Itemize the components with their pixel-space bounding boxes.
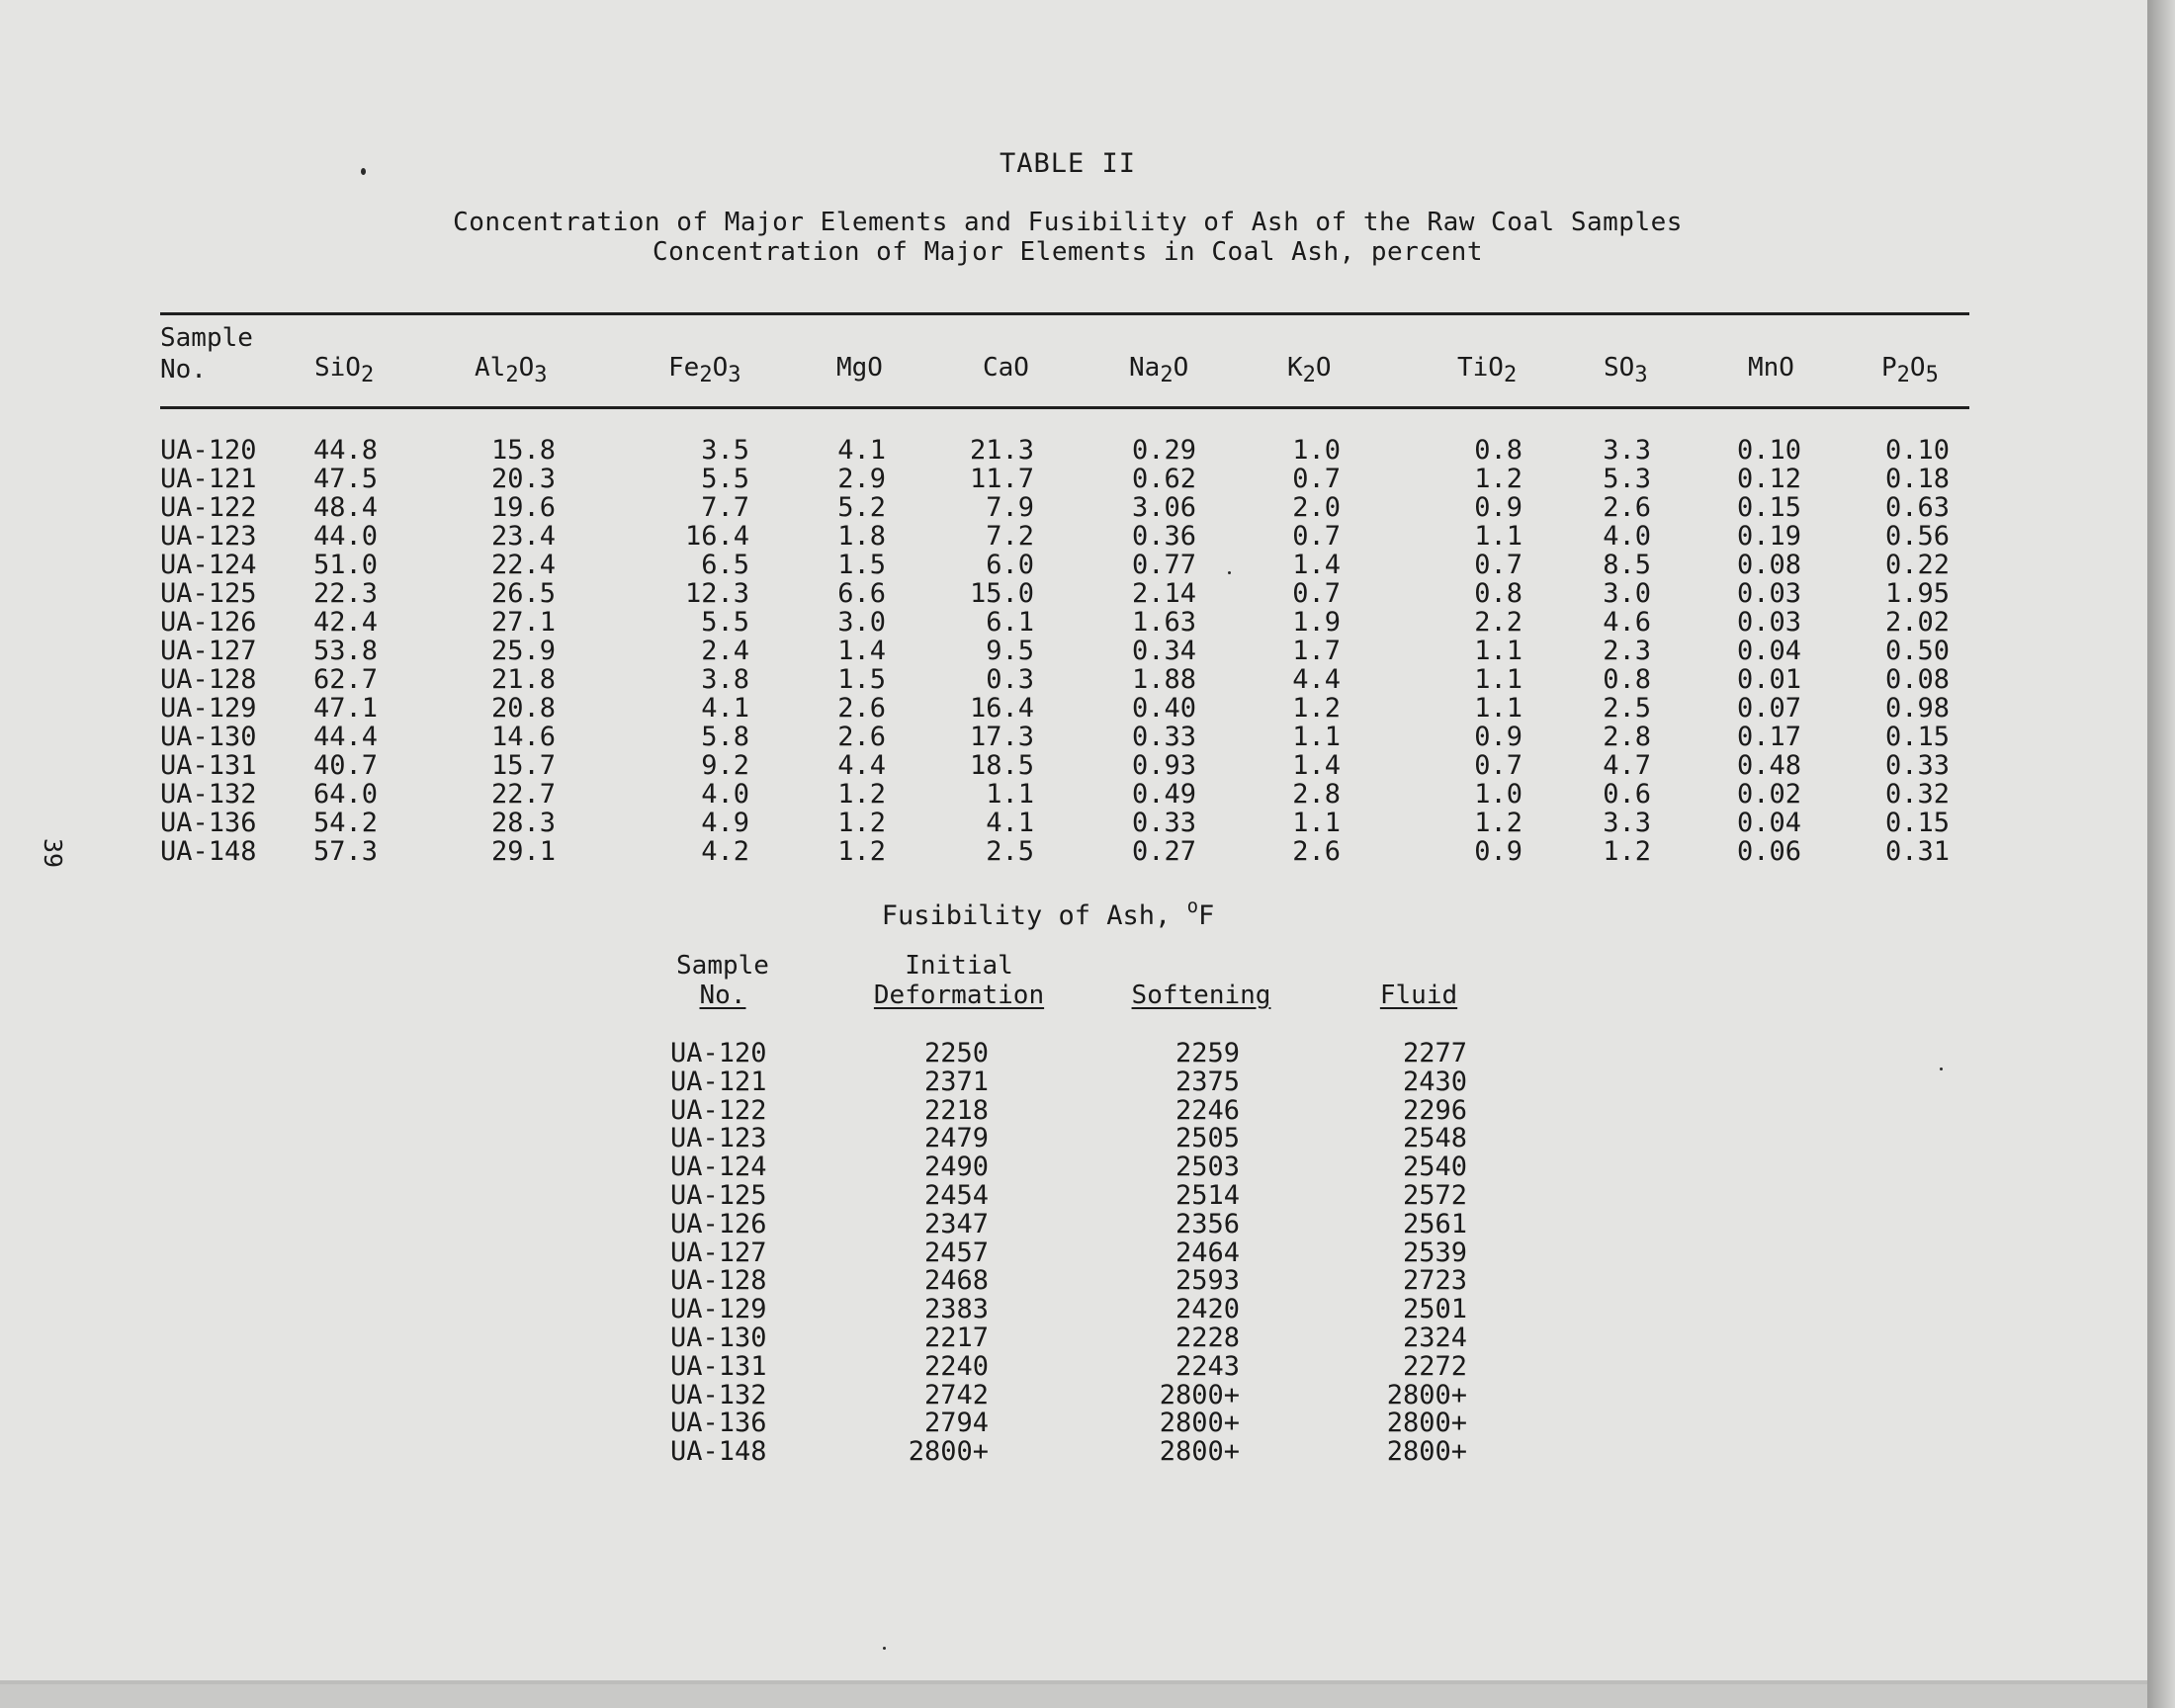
cell-al2o3: 19.6 <box>490 492 556 523</box>
cell-so3: 2.6 <box>1603 492 1651 523</box>
cell-p2o5: 0.33 <box>1884 750 1950 781</box>
cell-mgo: 2.6 <box>837 722 886 752</box>
cell-cao: 16.4 <box>969 693 1034 724</box>
sample-id: UA-131 <box>160 750 257 781</box>
cell-sio2: 62.7 <box>312 664 378 695</box>
fus-cell-softening: 2505 <box>1174 1123 1240 1154</box>
cell-na2o: 1.63 <box>1131 607 1196 638</box>
fus-cell-sample: UA-136 <box>670 1408 767 1439</box>
fus-header-sample: Sample No. <box>676 951 769 1010</box>
sample-id: UA-125 <box>160 578 257 609</box>
fus-cell-sample: UA-129 <box>670 1294 767 1325</box>
cell-mno: 0.12 <box>1736 464 1801 494</box>
cell-p2o5: 0.56 <box>1884 521 1950 552</box>
fus-header-initial-deformation: Initial Deformation <box>873 951 1045 1010</box>
fus-cell-fluid: 2277 <box>1402 1038 1467 1068</box>
table-title: TABLE II <box>999 148 1137 179</box>
cell-na2o: 0.33 <box>1131 808 1196 838</box>
section-title-fusibility: Fusibility of Ash, $^o$F <box>881 896 1215 931</box>
fus-cell-fluid: 2324 <box>1402 1323 1467 1353</box>
cell-tio2: 0.9 <box>1474 722 1522 752</box>
fus-cell-initial: 2240 <box>923 1350 989 1382</box>
cell-k2o: 0.7 <box>1292 464 1341 494</box>
cell-mno: 0.01 <box>1736 664 1801 695</box>
fus-header-fluid: Fluid <box>1379 981 1458 1010</box>
fus-cell-initial: 2800+ <box>908 1436 989 1468</box>
sample-id: UA-121 <box>160 464 257 494</box>
header-mgo: MgO <box>836 353 883 383</box>
cell-tio2: 0.8 <box>1474 578 1522 609</box>
cell-al2o3: 22.4 <box>490 550 556 580</box>
fus-cell-fluid: 2272 <box>1402 1350 1467 1382</box>
cell-sio2: 47.1 <box>312 693 378 724</box>
cell-cao: 1.1 <box>986 779 1034 810</box>
cell-tio2: 1.0 <box>1474 779 1522 810</box>
cell-tio2: 0.8 <box>1474 435 1522 466</box>
fus-cell-softening: 2375 <box>1174 1066 1240 1097</box>
cell-cao: 0.3 <box>986 664 1034 695</box>
fus-cell-fluid: 2501 <box>1402 1294 1467 1325</box>
cell-na2o: 0.34 <box>1131 636 1196 666</box>
fus-cell-sample: UA-121 <box>670 1066 767 1097</box>
cell-fe2o3: 5.8 <box>701 722 749 752</box>
cell-sio2: 47.5 <box>312 464 378 494</box>
cell-k2o: 1.1 <box>1292 808 1341 838</box>
fus-cell-sample: UA-120 <box>670 1038 767 1068</box>
cell-k2o: 1.7 <box>1292 636 1341 666</box>
sample-id: UA-128 <box>160 664 257 695</box>
scan-speck <box>361 168 366 175</box>
cell-sio2: 22.3 <box>312 578 378 609</box>
fus-cell-fluid: 2723 <box>1402 1265 1467 1297</box>
cell-tio2: 1.1 <box>1474 693 1522 724</box>
fus-cell-initial: 2794 <box>923 1408 989 1439</box>
cell-fe2o3: 4.2 <box>701 836 749 867</box>
cell-mno: 0.03 <box>1736 607 1801 638</box>
cell-mgo: 2.9 <box>837 464 886 494</box>
fus-cell-softening: 2464 <box>1174 1237 1240 1268</box>
cell-mgo: 1.2 <box>837 779 886 810</box>
cell-na2o: 0.33 <box>1131 722 1196 752</box>
cell-na2o: 0.27 <box>1131 836 1196 867</box>
sample-id: UA-126 <box>160 607 257 638</box>
cell-mgo: 5.2 <box>837 492 886 523</box>
fus-cell-initial: 2217 <box>923 1323 989 1353</box>
cell-p2o5: 0.22 <box>1884 550 1950 580</box>
cell-tio2: 1.1 <box>1474 664 1522 695</box>
fus-cell-softening: 2259 <box>1174 1038 1240 1068</box>
cell-tio2: 1.2 <box>1474 808 1522 838</box>
cell-cao: 7.2 <box>986 521 1034 552</box>
cell-cao: 17.3 <box>969 722 1034 752</box>
cell-p2o5: 0.18 <box>1884 464 1950 494</box>
cell-so3: 8.5 <box>1603 550 1651 580</box>
fus-cell-softening: 2800+ <box>1159 1379 1240 1410</box>
cell-fe2o3: 4.0 <box>701 779 749 810</box>
cell-p2o5: 0.15 <box>1884 808 1950 838</box>
header-k2o: $K_2O$ <box>1287 353 1332 387</box>
fus-cell-fluid: 2430 <box>1402 1066 1467 1097</box>
header-tio2: TiO$_2$ <box>1457 353 1518 387</box>
cell-k2o: 2.6 <box>1292 836 1341 867</box>
fus-cell-initial: 2490 <box>923 1152 989 1183</box>
cell-mgo: 1.5 <box>837 550 886 580</box>
fus-cell-sample: UA-127 <box>670 1237 767 1268</box>
cell-al2o3: 26.5 <box>490 578 556 609</box>
sample-id: UA-123 <box>160 521 257 552</box>
cell-so3: 2.3 <box>1603 636 1651 666</box>
cell-k2o: 1.9 <box>1292 607 1341 638</box>
cell-mgo: 1.4 <box>837 636 886 666</box>
cell-so3: 4.7 <box>1603 750 1651 781</box>
cell-k2o: 0.7 <box>1292 578 1341 609</box>
cell-sio2: 54.2 <box>312 808 378 838</box>
cell-mno: 0.06 <box>1736 836 1801 867</box>
fus-cell-sample: UA-126 <box>670 1208 767 1239</box>
cell-al2o3: 15.7 <box>490 750 556 781</box>
cell-so3: 5.3 <box>1603 464 1651 494</box>
cell-al2o3: 22.7 <box>490 779 556 810</box>
fus-cell-sample: UA-125 <box>670 1180 767 1211</box>
cell-cao: 9.5 <box>986 636 1034 666</box>
cell-cao: 6.0 <box>986 550 1034 580</box>
sample-id: UA-148 <box>160 836 257 867</box>
fus-cell-fluid: 2800+ <box>1386 1436 1467 1468</box>
cell-so3: 2.8 <box>1603 722 1651 752</box>
fus-cell-softening: 2503 <box>1174 1152 1240 1183</box>
section-title-elements: Concentration of Major Elements in Coal Ash, percent <box>652 237 1483 267</box>
cell-cao: 15.0 <box>969 578 1034 609</box>
sample-id: UA-136 <box>160 808 257 838</box>
cell-tio2: 2.2 <box>1474 607 1522 638</box>
cell-mgo: 2.6 <box>837 693 886 724</box>
fus-cell-initial: 2742 <box>923 1379 989 1410</box>
cell-al2o3: 14.6 <box>490 722 556 752</box>
header-sio2: SiO$_2$ <box>314 353 375 387</box>
fus-cell-initial: 2383 <box>923 1294 989 1325</box>
cell-sio2: 51.0 <box>312 550 378 580</box>
fus-cell-fluid: 2296 <box>1402 1094 1467 1126</box>
sample-id: UA-132 <box>160 779 257 810</box>
cell-mgo: 1.2 <box>837 836 886 867</box>
cell-al2o3: 15.8 <box>490 435 556 466</box>
fus-cell-fluid: 2540 <box>1402 1152 1467 1183</box>
cell-mno: 0.10 <box>1736 435 1801 466</box>
cell-mno: 0.02 <box>1736 779 1801 810</box>
cell-mgo: 3.0 <box>837 607 886 638</box>
fus-cell-softening: 2356 <box>1174 1208 1240 1239</box>
cell-p2o5: 0.98 <box>1884 693 1950 724</box>
header-p2o5: $P_2O_5$ <box>1881 353 1939 387</box>
cell-fe2o3: 2.4 <box>701 636 749 666</box>
cell-so3: 3.3 <box>1603 435 1651 466</box>
cell-sio2: 44.8 <box>312 435 378 466</box>
page-number: 39 <box>39 838 67 869</box>
cell-mno: 0.48 <box>1736 750 1801 781</box>
cell-p2o5: 0.50 <box>1884 636 1950 666</box>
cell-p2o5: 0.31 <box>1884 836 1950 867</box>
cell-na2o: 2.14 <box>1131 578 1196 609</box>
fus-cell-initial: 2457 <box>923 1237 989 1268</box>
cell-al2o3: 28.3 <box>490 808 556 838</box>
cell-sio2: 42.4 <box>312 607 378 638</box>
cell-sio2: 53.8 <box>312 636 378 666</box>
header-sample-no: Sample No. <box>160 323 253 384</box>
fus-cell-softening: 2243 <box>1174 1350 1240 1382</box>
cell-na2o: 0.36 <box>1131 521 1196 552</box>
fus-cell-sample: UA-124 <box>670 1152 767 1183</box>
cell-so3: 4.6 <box>1603 607 1651 638</box>
cell-na2o: 0.62 <box>1131 464 1196 494</box>
cell-cao: 21.3 <box>969 435 1034 466</box>
cell-mno: 0.08 <box>1736 550 1801 580</box>
cell-fe2o3: 4.1 <box>701 693 749 724</box>
scan-speck <box>883 1647 886 1650</box>
cell-cao: 2.5 <box>986 836 1034 867</box>
scan-speck <box>1228 571 1231 574</box>
cell-k2o: 1.1 <box>1292 722 1341 752</box>
header-al2o3: $Al_2O_3$ <box>475 353 548 387</box>
header-fe2o3: $Fe_2O_3$ <box>668 353 741 387</box>
fus-cell-softening: 2228 <box>1174 1323 1240 1353</box>
fus-cell-sample: UA-122 <box>670 1094 767 1126</box>
sample-id: UA-124 <box>160 550 257 580</box>
fus-cell-initial: 2250 <box>923 1038 989 1068</box>
fus-cell-sample: UA-132 <box>670 1379 767 1410</box>
cell-cao: 4.1 <box>986 808 1034 838</box>
cell-mgo: 1.5 <box>837 664 886 695</box>
cell-mgo: 4.1 <box>837 435 886 466</box>
cell-fe2o3: 3.5 <box>701 435 749 466</box>
cell-al2o3: 29.1 <box>490 836 556 867</box>
fus-cell-softening: 2593 <box>1174 1265 1240 1297</box>
cell-cao: 7.9 <box>986 492 1034 523</box>
cell-mgo: 1.2 <box>837 808 886 838</box>
cell-al2o3: 27.1 <box>490 607 556 638</box>
fus-cell-initial: 2347 <box>923 1208 989 1239</box>
cell-na2o: 1.88 <box>1131 664 1196 695</box>
cell-fe2o3: 12.3 <box>684 578 749 609</box>
cell-mgo: 4.4 <box>837 750 886 781</box>
cell-sio2: 44.4 <box>312 722 378 752</box>
fus-cell-sample: UA-130 <box>670 1323 767 1353</box>
fus-cell-initial: 2454 <box>923 1180 989 1211</box>
cell-so3: 2.5 <box>1603 693 1651 724</box>
scan-speck <box>1940 1068 1943 1070</box>
cell-tio2: 0.9 <box>1474 492 1522 523</box>
header-na2o: $Na_2O$ <box>1129 353 1189 387</box>
fus-cell-initial: 2468 <box>923 1265 989 1297</box>
cell-p2o5: 0.63 <box>1884 492 1950 523</box>
cell-mno: 0.15 <box>1736 492 1801 523</box>
cell-k2o: 1.4 <box>1292 750 1341 781</box>
fus-cell-fluid: 2548 <box>1402 1123 1467 1154</box>
cell-p2o5: 1.95 <box>1884 578 1950 609</box>
cell-k2o: 4.4 <box>1292 664 1341 695</box>
sample-id: UA-129 <box>160 693 257 724</box>
sample-id: UA-120 <box>160 435 257 466</box>
sample-id: UA-130 <box>160 722 257 752</box>
fus-cell-softening: 2800+ <box>1159 1408 1240 1439</box>
cell-p2o5: 0.15 <box>1884 722 1950 752</box>
cell-k2o: 2.0 <box>1292 492 1341 523</box>
fus-cell-softening: 2800+ <box>1159 1436 1240 1468</box>
fus-cell-softening: 2420 <box>1174 1294 1240 1325</box>
cell-na2o: 0.49 <box>1131 779 1196 810</box>
fus-cell-sample: UA-128 <box>670 1265 767 1297</box>
cell-cao: 11.7 <box>969 464 1034 494</box>
cell-mno: 0.17 <box>1736 722 1801 752</box>
header-so3: $SO_3$ <box>1604 353 1648 387</box>
cell-sio2: 44.0 <box>312 521 378 552</box>
cell-so3: 3.3 <box>1603 808 1651 838</box>
cell-na2o: 0.77 <box>1131 550 1196 580</box>
cell-k2o: 1.4 <box>1292 550 1341 580</box>
cell-sio2: 48.4 <box>312 492 378 523</box>
cell-cao: 18.5 <box>969 750 1034 781</box>
cell-mno: 0.07 <box>1736 693 1801 724</box>
cell-fe2o3: 3.8 <box>701 664 749 695</box>
cell-cao: 6.1 <box>986 607 1034 638</box>
fus-cell-initial: 2218 <box>923 1094 989 1126</box>
cell-sio2: 57.3 <box>312 836 378 867</box>
header-mno: MnO <box>1748 353 1794 383</box>
fus-cell-fluid: 2800+ <box>1386 1379 1467 1410</box>
cell-tio2: 0.9 <box>1474 836 1522 867</box>
cell-p2o5: 0.08 <box>1884 664 1950 695</box>
sample-id: UA-127 <box>160 636 257 666</box>
cell-tio2: 1.2 <box>1474 464 1522 494</box>
cell-tio2: 1.1 <box>1474 636 1522 666</box>
fus-cell-sample: UA-148 <box>670 1436 767 1468</box>
cell-fe2o3: 5.5 <box>701 464 749 494</box>
fus-cell-fluid: 2800+ <box>1386 1408 1467 1439</box>
fus-cell-initial: 2479 <box>923 1123 989 1154</box>
fus-cell-sample: UA-123 <box>670 1123 767 1154</box>
cell-tio2: 1.1 <box>1474 521 1522 552</box>
fus-cell-softening: 2514 <box>1174 1180 1240 1211</box>
sample-id: UA-122 <box>160 492 257 523</box>
fus-cell-softening: 2246 <box>1174 1094 1240 1126</box>
cell-so3: 3.0 <box>1603 578 1651 609</box>
cell-p2o5: 0.32 <box>1884 779 1950 810</box>
cell-mno: 0.03 <box>1736 578 1801 609</box>
cell-mno: 0.19 <box>1736 521 1801 552</box>
fus-cell-fluid: 2572 <box>1402 1180 1467 1211</box>
cell-tio2: 0.7 <box>1474 550 1522 580</box>
cell-al2o3: 23.4 <box>490 521 556 552</box>
cell-mno: 0.04 <box>1736 636 1801 666</box>
cell-na2o: 0.93 <box>1131 750 1196 781</box>
cell-al2o3: 21.8 <box>490 664 556 695</box>
cell-tio2: 0.7 <box>1474 750 1522 781</box>
cell-k2o: 0.7 <box>1292 521 1341 552</box>
fus-cell-fluid: 2539 <box>1402 1237 1467 1268</box>
cell-k2o: 1.0 <box>1292 435 1341 466</box>
fus-cell-initial: 2371 <box>923 1066 989 1097</box>
cell-k2o: 2.8 <box>1292 779 1341 810</box>
header-rule <box>160 406 1969 409</box>
cell-mgo: 6.6 <box>837 578 886 609</box>
cell-k2o: 1.2 <box>1292 693 1341 724</box>
cell-p2o5: 0.10 <box>1884 435 1950 466</box>
table-subtitle: Concentration of Major Elements and Fusibility of Ash of the Raw Coal Samples <box>453 208 1683 237</box>
cell-al2o3: 20.3 <box>490 464 556 494</box>
cell-fe2o3: 7.7 <box>701 492 749 523</box>
cell-fe2o3: 9.2 <box>701 750 749 781</box>
cell-so3: 0.8 <box>1603 664 1651 695</box>
cell-p2o5: 2.02 <box>1884 607 1950 638</box>
fus-cell-sample: UA-131 <box>670 1350 767 1382</box>
fus-header-softening: Softening <box>1131 981 1271 1010</box>
header-cao: CaO <box>983 353 1029 383</box>
cell-mgo: 1.8 <box>837 521 886 552</box>
cell-fe2o3: 6.5 <box>701 550 749 580</box>
cell-so3: 4.0 <box>1603 521 1651 552</box>
cell-al2o3: 25.9 <box>490 636 556 666</box>
cell-so3: 1.2 <box>1603 836 1651 867</box>
top-rule <box>160 312 1969 315</box>
cell-na2o: 0.40 <box>1131 693 1196 724</box>
cell-fe2o3: 4.9 <box>701 808 749 838</box>
cell-sio2: 40.7 <box>312 750 378 781</box>
cell-na2o: 3.06 <box>1131 492 1196 523</box>
page-edge-shadow <box>2147 0 2175 1708</box>
cell-so3: 0.6 <box>1603 779 1651 810</box>
cell-sio2: 64.0 <box>312 779 378 810</box>
cell-fe2o3: 16.4 <box>684 521 749 552</box>
cell-mno: 0.04 <box>1736 808 1801 838</box>
cell-fe2o3: 5.5 <box>701 607 749 638</box>
fus-cell-fluid: 2561 <box>1402 1208 1467 1239</box>
cell-al2o3: 20.8 <box>490 693 556 724</box>
cell-na2o: 0.29 <box>1131 435 1196 466</box>
